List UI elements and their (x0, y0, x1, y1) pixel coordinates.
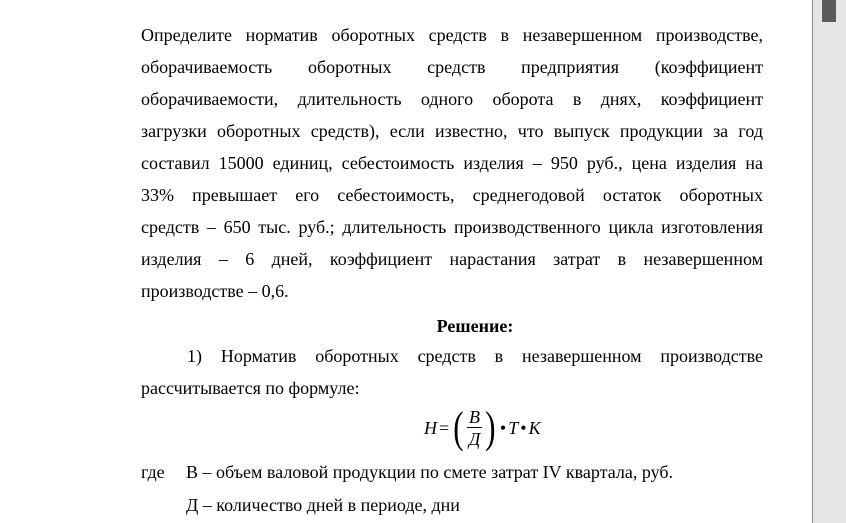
problem-text (141, 19, 763, 307)
formula-open-paren: ( (453, 403, 464, 452)
formula-t: Т (508, 417, 519, 438)
step1-line: рассчитывается по формуле: (141, 378, 360, 398)
problem-line: средств – 650 тыс. руб.; длительность производственного цикла изготовления (141, 217, 763, 237)
step1-text (141, 340, 763, 404)
definition-text: Д – количество дней в периоде, дни (186, 495, 460, 515)
formula-numerator: В (469, 406, 481, 427)
problem-line: Определите норматив оборотных средств в незавершенном производстве, (141, 25, 763, 45)
problem-line: изделия – 6 дней, коэффициент нарастания затрат в незавершенном (141, 249, 763, 269)
definition-row (141, 459, 673, 485)
scrollbar-thumb[interactable] (822, 0, 836, 22)
where-label: где (141, 462, 165, 482)
problem-line: загрузки оборотных средств), если известно, что выпуск продукции за год (141, 121, 763, 141)
definition-row (186, 492, 460, 518)
formula-k: К (528, 417, 541, 438)
formula-dot: • (520, 417, 527, 438)
problem-line: оборачиваемости, длительность одного оборота в днях, коэффициент (141, 89, 763, 109)
formula-dot: • (499, 417, 507, 438)
vertical-scrollbar[interactable] (813, 0, 846, 523)
step1-line: 1) Норматив оборотных средств в незавершенном производстве (187, 346, 763, 366)
formula-fraction (467, 407, 482, 450)
formula-close-paren: ) (485, 403, 496, 452)
formula-denominator: Д (468, 428, 481, 449)
definition-text: В – объем валовой продукции по смете затрат IV квартала, руб. (186, 462, 674, 482)
formula-equals: = (439, 417, 450, 438)
problem-line: 33% превышает его себестоимость, среднегодовой остаток оборотных (141, 185, 763, 205)
solution-heading: Решение: (436, 316, 514, 336)
formula (424, 404, 541, 452)
problem-line: оборачиваемость оборотных средств предприятия (коэффициент (141, 57, 763, 77)
problem-line: производстве – 0,6. (141, 281, 289, 301)
formula-lhs: Н (424, 417, 437, 438)
problem-line: составил 15000 единиц, себестоимость изделия – 950 руб., цена изделия на (141, 153, 763, 173)
